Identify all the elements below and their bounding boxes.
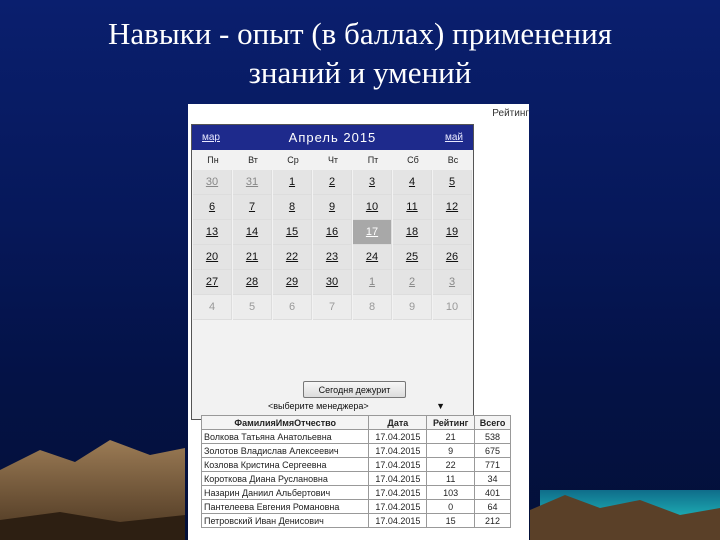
cell-name: Козлова Кристина Сергеевна (202, 458, 369, 472)
calendar-day[interactable]: 3 (433, 270, 472, 295)
duty-table (201, 415, 511, 528)
rating-top-label: Рейтинг (492, 108, 529, 119)
calendar-day[interactable]: 4 (393, 170, 432, 195)
weekday-sat: Сб (407, 155, 419, 165)
calendar-day: 5 (233, 295, 272, 320)
cell-name: Пантелеева Евгения Романовна (202, 500, 369, 514)
calendar-day[interactable]: 14 (233, 220, 272, 245)
cell-total: 538 (475, 430, 511, 444)
table-row (202, 486, 511, 500)
slide-title-line-2: знаний и умений (248, 55, 472, 90)
slide-title (0, 14, 720, 92)
calendar-weekday-row (192, 150, 473, 170)
cell-total: 64 (475, 500, 511, 514)
calendar-day: 8 (353, 295, 392, 320)
calendar-day[interactable]: 30 (193, 170, 232, 195)
calendar-day[interactable]: 28 (233, 270, 272, 295)
cell-rating: 11 (427, 472, 475, 486)
table-row (202, 444, 511, 458)
calendar-day[interactable]: 18 (393, 220, 432, 245)
calendar-day[interactable]: 27 (193, 270, 232, 295)
weekday-thu: Чт (327, 155, 339, 165)
calendar-day[interactable]: 1 (353, 270, 392, 295)
calendar-day[interactable]: 2 (313, 170, 352, 195)
calendar-day[interactable]: 8 (273, 195, 312, 220)
weekday-tue: Вт (248, 155, 258, 165)
calendar-day[interactable]: 15 (273, 220, 312, 245)
cell-name: Короткова Диана Руслановна (202, 472, 369, 486)
table-row (202, 458, 511, 472)
table-row (202, 514, 511, 528)
table-row (202, 500, 511, 514)
weekday-mon: Пн (207, 155, 219, 165)
cell-date: 17.04.2015 (369, 500, 427, 514)
calendar-day[interactable]: 5 (433, 170, 472, 195)
calendar-header (192, 125, 473, 150)
calendar-days-grid (192, 170, 473, 320)
calendar-day[interactable]: 10 (353, 195, 392, 220)
calendar-day: 6 (273, 295, 312, 320)
cell-total: 34 (475, 472, 511, 486)
cell-rating: 21 (427, 430, 475, 444)
col-header-date: Дата (369, 416, 427, 430)
col-header-rating: Рейтинг (427, 416, 475, 430)
calendar-day[interactable]: 12 (433, 195, 472, 220)
calendar-day[interactable]: 19 (433, 220, 472, 245)
table-row (202, 430, 511, 444)
app-panel (188, 104, 529, 540)
calendar-day: 10 (433, 295, 472, 320)
dropdown-arrow-icon: ▼ (436, 401, 445, 411)
calendar-day[interactable]: 6 (193, 195, 232, 220)
calendar-day[interactable]: 26 (433, 245, 472, 270)
prev-month-link[interactable]: мар (202, 132, 220, 143)
calendar-day[interactable]: 23 (313, 245, 352, 270)
calendar-month-title: Апрель 2015 (288, 130, 377, 145)
cell-date: 17.04.2015 (369, 514, 427, 528)
calendar-day[interactable]: 2 (393, 270, 432, 295)
calendar-day[interactable]: 11 (393, 195, 432, 220)
weekday-wed: Ср (287, 155, 299, 165)
calendar-day[interactable]: 20 (193, 245, 232, 270)
calendar-day[interactable]: 13 (193, 220, 232, 245)
calendar-day[interactable]: 31 (233, 170, 272, 195)
cell-date: 17.04.2015 (369, 486, 427, 500)
cell-total: 212 (475, 514, 511, 528)
calendar-day[interactable]: 21 (233, 245, 272, 270)
calendar-day[interactable]: 3 (353, 170, 392, 195)
cell-rating: 0 (427, 500, 475, 514)
calendar-day[interactable]: 1 (273, 170, 312, 195)
next-month-link[interactable]: май (444, 132, 463, 143)
weekday-fri: Пт (367, 155, 379, 165)
cell-date: 17.04.2015 (369, 430, 427, 444)
calendar-day[interactable]: 17 (353, 220, 392, 245)
col-header-name: ФамилияИмяОтчество (202, 416, 369, 430)
calendar-day: 9 (393, 295, 432, 320)
cell-total: 771 (475, 458, 511, 472)
cell-rating: 22 (427, 458, 475, 472)
cell-rating: 9 (427, 444, 475, 458)
calendar-day[interactable]: 22 (273, 245, 312, 270)
cell-rating: 103 (427, 486, 475, 500)
duty-table-body (202, 430, 511, 528)
manager-select[interactable] (264, 401, 449, 414)
calendar-day: 4 (193, 295, 232, 320)
table-row (202, 472, 511, 486)
table-header-row (202, 416, 511, 430)
today-on-duty-button[interactable]: Сегодня дежурит (303, 381, 406, 398)
cell-name: Волкова Татьяна Анатольевна (202, 430, 369, 444)
col-header-total: Всего (475, 416, 511, 430)
manager-select-value: <выберите менеджера> (268, 401, 369, 411)
cell-total: 401 (475, 486, 511, 500)
cell-total: 675 (475, 444, 511, 458)
cell-date: 17.04.2015 (369, 472, 427, 486)
cell-date: 17.04.2015 (369, 458, 427, 472)
calendar-day[interactable]: 25 (393, 245, 432, 270)
calendar (191, 124, 474, 420)
weekday-sun: Вс (447, 155, 459, 165)
calendar-day[interactable]: 29 (273, 270, 312, 295)
cell-rating: 15 (427, 514, 475, 528)
calendar-day[interactable]: 16 (313, 220, 352, 245)
calendar-day[interactable]: 24 (353, 245, 392, 270)
calendar-day: 7 (313, 295, 352, 320)
cell-name: Назарин Даниил Альбертович (202, 486, 369, 500)
calendar-day[interactable]: 30 (313, 270, 352, 295)
calendar-day[interactable]: 9 (313, 195, 352, 220)
slide-title-line-1: Навыки - опыт (в баллах) применения (108, 16, 612, 51)
calendar-day[interactable]: 7 (233, 195, 272, 220)
cell-name: Золотов Владислав Алексеевич (202, 444, 369, 458)
cell-name: Петровский Иван Денисович (202, 514, 369, 528)
cell-date: 17.04.2015 (369, 444, 427, 458)
